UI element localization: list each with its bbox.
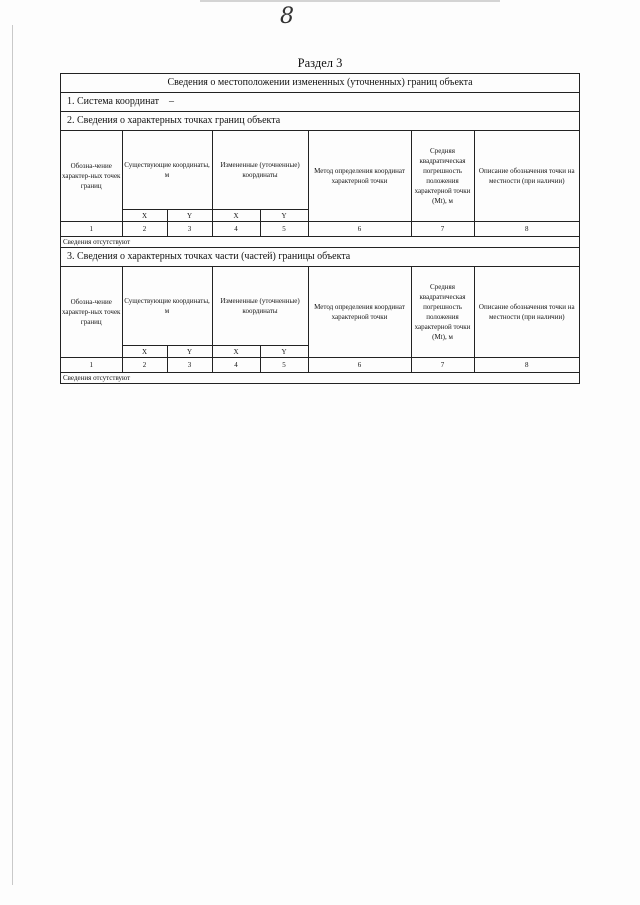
axis-label: X <box>122 210 167 222</box>
column-number: 2 <box>122 222 167 237</box>
table-b-number-row <box>61 358 579 373</box>
axis-label: Y <box>260 210 308 222</box>
axis-label: X <box>212 346 260 358</box>
column-number: 6 <box>308 222 411 237</box>
header-mean-error: Средняя квадратическая погрешность положения характерной точки (Mt), м <box>411 131 474 222</box>
table-b-note: Сведения отсутствуют <box>63 374 131 382</box>
column-number: 5 <box>260 358 308 373</box>
axis-label: Y <box>260 346 308 358</box>
column-number: 8 <box>474 358 579 373</box>
table-b <box>61 267 579 373</box>
boundary-info-sheet <box>60 73 580 384</box>
handwritten-page-number: 8 <box>280 4 294 29</box>
sheet-header-title: Сведения о местоположении измененных (уточненных) границ объекта <box>61 74 579 93</box>
column-number: 4 <box>212 222 260 237</box>
header-method: Метод определения координат характерной точки <box>308 267 411 358</box>
axis-label: Y <box>167 210 212 222</box>
column-number: 6 <box>308 358 411 373</box>
header-method: Метод определения координат характерной точки <box>308 131 411 222</box>
column-number: 7 <box>411 222 474 237</box>
column-number: 7 <box>411 358 474 373</box>
header-point-designation: Обозна-чение характер-ных точек границ <box>61 267 122 358</box>
column-number: 8 <box>474 222 579 237</box>
axis-label: X <box>212 210 260 222</box>
table-a-number-row <box>61 222 579 237</box>
header-existing-coords: Существующие координаты, м <box>122 131 212 210</box>
column-number: 1 <box>61 358 122 373</box>
table-b-header-row <box>61 267 579 346</box>
axis-label: X <box>122 346 167 358</box>
table-a-note: Сведения отсутствуют <box>61 237 579 248</box>
column-number: 3 <box>167 222 212 237</box>
column-number: 4 <box>212 358 260 373</box>
header-description: Описание обозначения точки на местности (при наличии) <box>474 267 579 358</box>
column-number: 5 <box>260 222 308 237</box>
scan-edge-left <box>12 25 13 885</box>
table-a-header-row <box>61 131 579 210</box>
coord-system-row <box>61 93 579 112</box>
table-a-title: 2. Сведения о характерных точках границ объекта <box>61 112 579 131</box>
table-a <box>61 131 579 237</box>
column-number: 1 <box>61 222 122 237</box>
column-number: 3 <box>167 358 212 373</box>
coord-system-label: 1. Система координат <box>67 96 160 107</box>
section-title: Раздел 3 <box>297 56 343 70</box>
header-description: Описание обозначения точки на местности (при наличии) <box>474 131 579 222</box>
scan-edge-top <box>200 0 500 2</box>
header-mean-error: Средняя квадратическая погрешность положения характерной точки (Mt), м <box>411 267 474 358</box>
axis-label: Y <box>167 346 212 358</box>
table-b-title: 3. Сведения о характерных точках части (частей) границы объекта <box>61 248 579 267</box>
header-point-designation: Обозна-чение характер-ных точек границ <box>61 131 122 222</box>
header-changed-coords: Измененные (уточненные) координаты <box>212 131 308 210</box>
header-changed-coords: Измененные (уточненные) координаты <box>212 267 308 346</box>
column-number: 2 <box>122 358 167 373</box>
coord-system-value: – <box>169 96 175 107</box>
header-existing-coords: Существующие координаты, м <box>122 267 212 346</box>
